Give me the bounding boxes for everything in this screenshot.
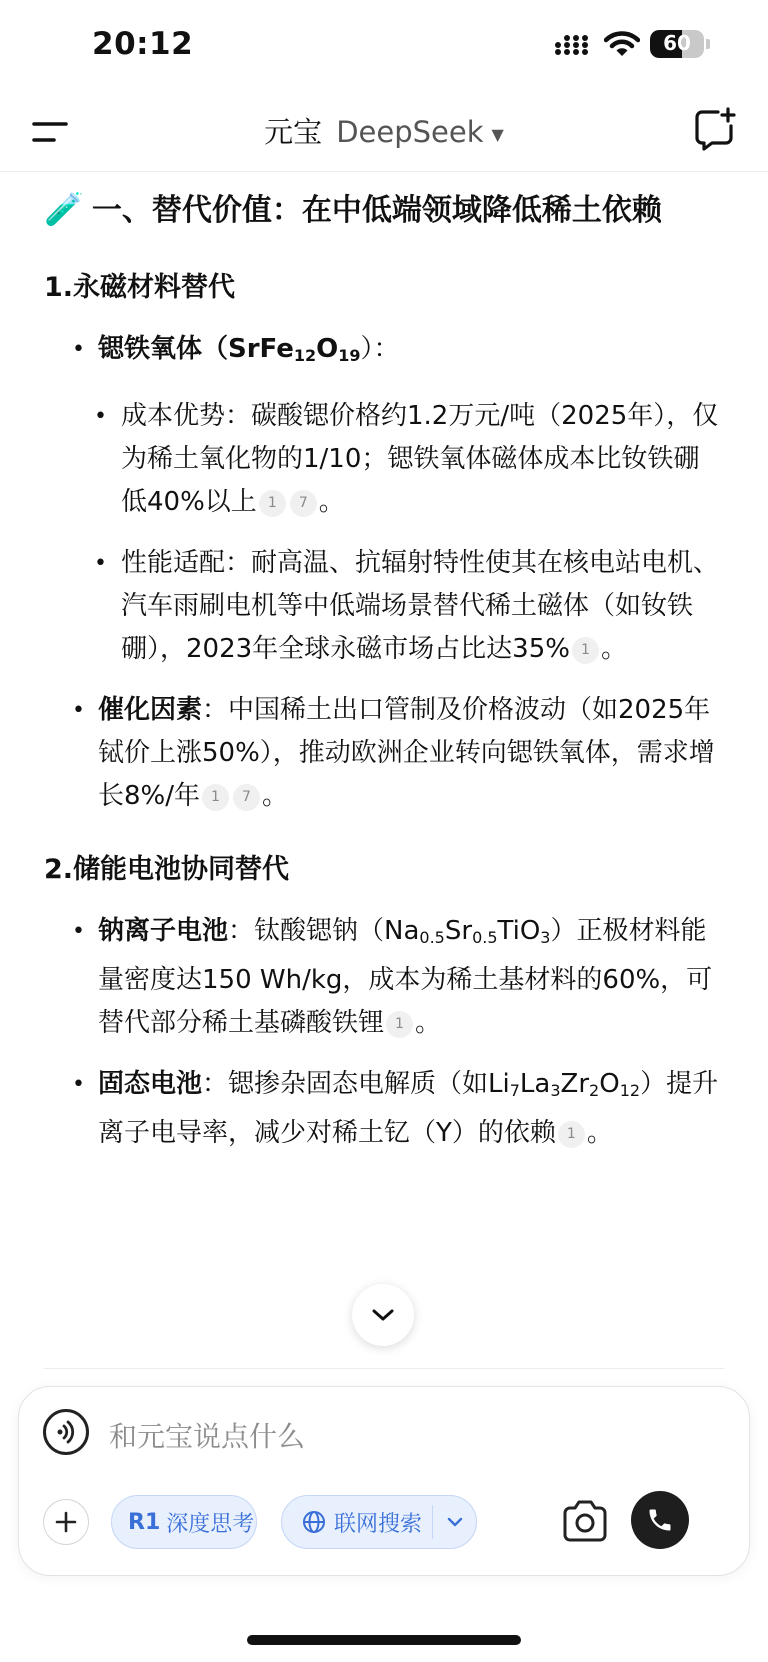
citation-badge[interactable]: 7 (290, 490, 317, 517)
battery-percent: 60 (663, 31, 691, 55)
home-indicator (247, 1635, 521, 1645)
globe-icon (302, 1510, 326, 1534)
scroll-to-bottom-button[interactable] (352, 1284, 414, 1346)
bullet-dot: • (72, 337, 85, 362)
sodium-ion-text: ：钛酸锶钠$(Na_{0.5}Sr_{0.5}TiO_3)$正极材料能量密度达150 Wh/kg，成本为稀土基材料的60%，可替代部分稀土基磷酸铁锂 (98, 916, 713, 1038)
model-selector[interactable] (0, 110, 768, 151)
add-attachment-button[interactable] (43, 1499, 89, 1545)
bullet-dot: • (72, 1072, 85, 1097)
r1-badge: R1 (128, 1509, 161, 1535)
strontium-ferrite-label: 锶铁氧体（$SrFe_{12}O_{19}$ (98, 334, 361, 365)
chevron-down-icon (447, 1517, 463, 1527)
citation-badge[interactable]: 1 (259, 490, 286, 517)
divider (44, 1368, 724, 1369)
voice-call-button[interactable] (631, 1491, 689, 1549)
solid-state-label: 固态电池 (98, 1069, 203, 1099)
battery-indicator (650, 30, 704, 58)
status-time: 20:12 (92, 26, 194, 62)
bullet-dot: • (94, 551, 107, 576)
list-item: • 性能适配：耐高温、抗辐射特性使其在核电站电机、汽车雨刷电机等中低端场景替代稀土磁体（如钕铁硼），2023年全球永磁市场占比达35% 1 。 (44, 542, 724, 671)
solid-state-text: ：锶掺杂固态电解质（如$Li_7La_3Zr_2O_{12}$）提升离子电导率，减少对稀土钇（Y）的依赖 (98, 1069, 719, 1148)
subheading-2: 2.储能电池协同替代 (44, 854, 290, 885)
bullet-dot: • (94, 404, 107, 429)
bullet-dot: • (72, 919, 85, 944)
status-icons (554, 30, 710, 58)
list-item: • 钠离子电池：钛酸锶钠$(Na_{0.5}Sr_{0.5}TiO_3)$正极材料能量密度达150 Wh/kg，成本为稀土基材料的60%，可替代部分稀土基磷酸铁锂 1 。 (44, 910, 724, 1045)
citation-badge[interactable]: 1 (386, 1011, 413, 1038)
citation-badge[interactable]: 1 (572, 637, 599, 664)
wifi-icon (604, 30, 640, 58)
test-tube-icon: 🧪 (44, 190, 84, 228)
caret-down-icon: ▼ (491, 124, 504, 144)
list-item: • 催化因素：中国稀土出口管制及价格波动（如2025年铽价上涨50%），推动欧洲企业转向锶铁氧体，需求增长8%/年 1 7 。 (44, 689, 724, 818)
plus-icon (55, 1511, 77, 1533)
section-heading (44, 184, 724, 236)
sodium-ion-label: 钠离子电池 (98, 916, 229, 946)
voice-wave-icon (53, 1419, 79, 1445)
chevron-down-icon (371, 1307, 395, 1323)
web-search-options-button[interactable] (433, 1495, 477, 1549)
label-suffix: ）： (360, 334, 400, 364)
phone-icon (646, 1506, 674, 1534)
new-chat-icon (692, 106, 738, 152)
performance-text: 性能适配：耐高温、抗辐射特性使其在核电站电机、汽车雨刷电机等中低端场景替代稀土磁体（如钕铁硼），2023年全球永磁市场占比达35% (121, 548, 720, 664)
citation-badge[interactable]: 1 (558, 1121, 585, 1148)
citation-badge[interactable]: 1 (202, 784, 229, 811)
catalyst-label: 催化因素 (98, 695, 203, 725)
web-search-label: 联网搜索 (334, 1511, 423, 1537)
nav-bar (0, 92, 768, 172)
camera-icon (559, 1497, 611, 1547)
bullet-dot: • (72, 698, 85, 723)
citation-badge[interactable]: 7 (233, 784, 260, 811)
deep-think-label: 深度思考 (166, 1511, 255, 1537)
battery-cap (706, 39, 710, 49)
list-item: • 固态电池：锶掺杂固态电解质（如$Li_7La_3Zr_2O_{12}$）提升离子电导率，减少对稀土钇（Y）的依赖 1 。 (44, 1063, 724, 1155)
message-composer (18, 1386, 750, 1576)
list-item (44, 328, 724, 377)
subheading-1: 1.永磁材料替代 (44, 272, 236, 303)
voice-input-button[interactable] (43, 1409, 89, 1455)
model-name: DeepSeek (336, 115, 484, 149)
cost-advantage-text: 成本优势：碳酸锶价格约1.2万元/吨（2025年），仅为稀土氧化物的1/10；锶铁氧体磁体成本比钕铁硼低40%以上 (121, 401, 719, 517)
deep-think-toggle[interactable] (111, 1495, 257, 1549)
list-item: • 成本优势：碳酸锶价格约1.2万元/吨（2025年），仅为稀土氧化物的1/10；锶铁氧体磁体成本比钕铁硼低40%以上 1 7 。 (44, 395, 724, 524)
new-chat-button[interactable] (692, 106, 738, 152)
app-title: 元宝 (264, 115, 323, 149)
status-bar (0, 0, 768, 90)
section-heading-text: 一、替代价值：在中低端领域降低稀土依赖 (91, 193, 662, 228)
cellular-signal-icon (554, 31, 594, 57)
catalyst-text: ：中国稀土出口管制及价格波动（如2025年铽价上涨50%），推动欧洲企业转向锶铁氧体，需求增长8%/年 (98, 695, 715, 811)
camera-button[interactable] (559, 1497, 611, 1547)
chat-content[interactable] (44, 172, 724, 1352)
message-input[interactable]: 和元宝说点什么 (109, 1420, 306, 1453)
